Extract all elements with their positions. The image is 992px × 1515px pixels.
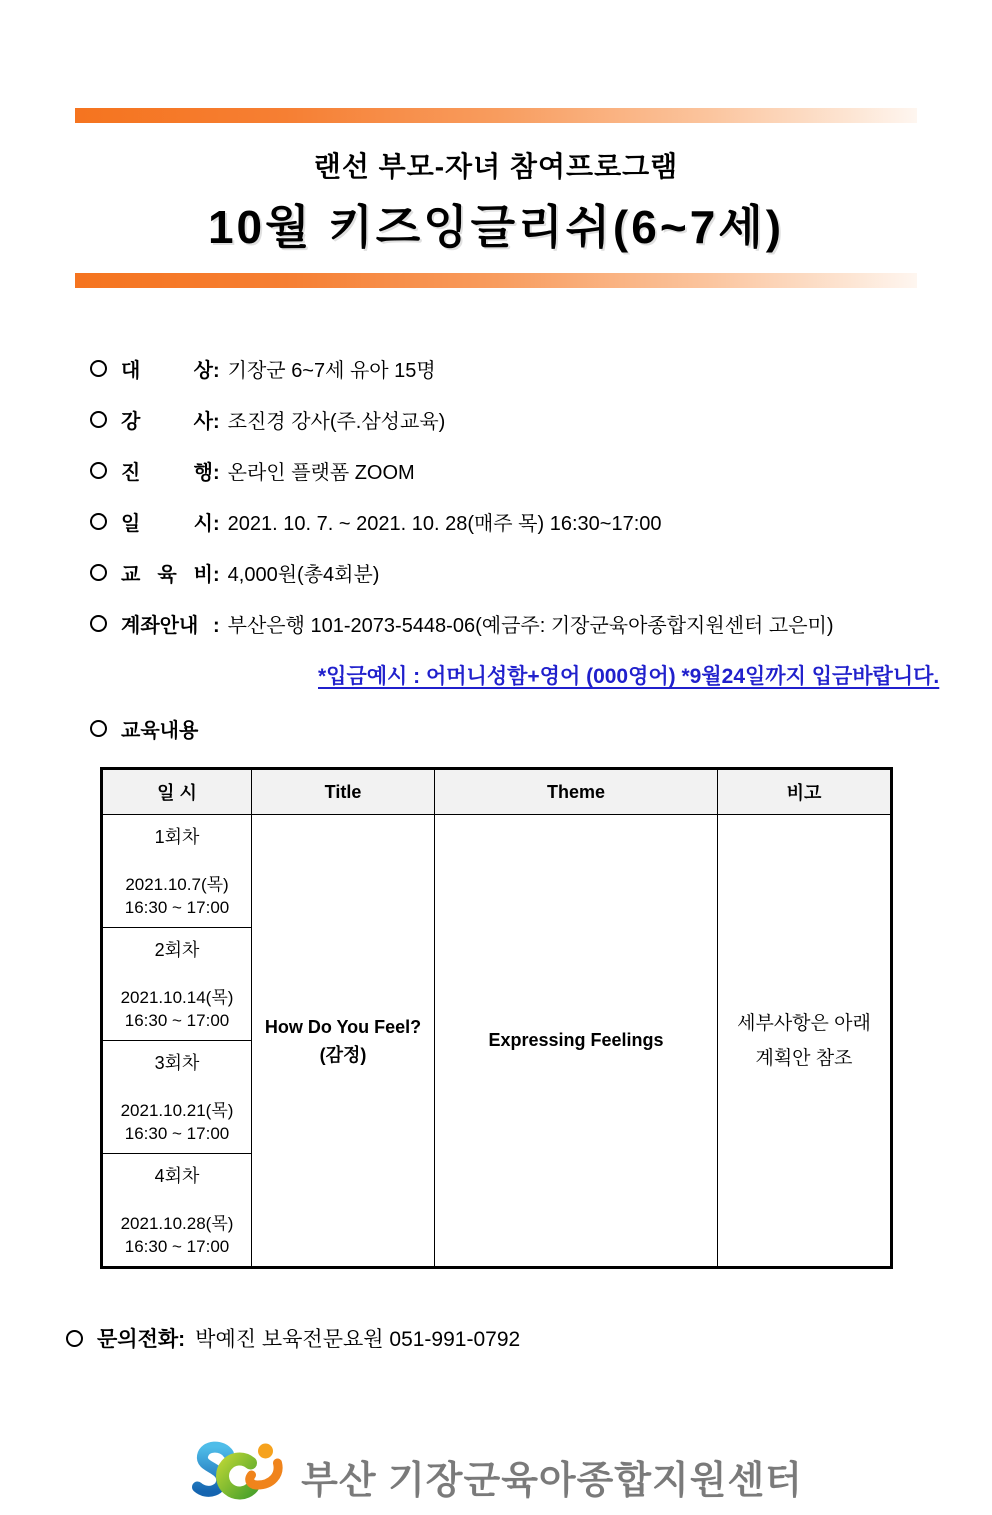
session-number: 4회차 (154, 1166, 200, 1186)
circle-bullet-icon (90, 564, 107, 581)
info-label: 일 시 (121, 513, 213, 535)
session-date: 2021.10.21(목) (120, 1101, 234, 1120)
col-header-theme: Theme (435, 769, 718, 815)
info-item-fee (90, 558, 992, 587)
note-line: 계획안 참조 (755, 1047, 853, 1069)
session-time: 16:30 ~ 17:00 (124, 1011, 230, 1030)
circle-bullet-icon (90, 720, 107, 737)
info-value: 조진경 강사(주.삼성교육) (227, 411, 446, 433)
lesson-title-ko: (감정) (319, 1044, 367, 1065)
info-item-target (90, 354, 992, 383)
info-label: 교 육 비 (121, 564, 213, 586)
session-cell-1 (102, 815, 252, 928)
contact-label: 문의전화 (97, 1328, 179, 1351)
circle-bullet-icon (90, 513, 107, 530)
info-value: 4,000원(총4회분) (227, 564, 380, 586)
contact-line (66, 1323, 992, 1353)
info-label: 진 행 (121, 462, 213, 484)
circle-bullet-icon (66, 1330, 83, 1347)
colon: : (213, 564, 220, 586)
session-cell-4 (102, 1154, 252, 1268)
colon: : (213, 615, 220, 637)
col-header-datetime: 일 시 (102, 769, 252, 815)
info-item-schedule (90, 507, 992, 536)
session-date: 2021.10.28(목) (120, 1214, 234, 1233)
gradient-bar-bottom (75, 273, 917, 288)
info-item-account (90, 609, 992, 638)
colon: : (213, 462, 220, 484)
circle-bullet-icon (90, 360, 107, 377)
program-title: 10월 키즈잉글리쉬(6~7세) (207, 201, 785, 253)
gradient-bar-top (75, 108, 917, 123)
colon: : (213, 411, 220, 433)
session-number: 1회차 (154, 827, 200, 847)
center-logo-mark-icon (189, 1437, 289, 1515)
curriculum-table (100, 767, 893, 1269)
payment-deadline-note: *입금예시 : 어머니성함+영어 (000영어) *9월24일까지 입금바랍니다. (318, 665, 940, 688)
session-number: 2회차 (154, 940, 200, 960)
info-value: 2021. 10. 7. ~ 2021. 10. 28(매주 목) 16:30~17:00 (227, 513, 662, 535)
program-subtitle: 랜선 부모-자녀 참여프로그램 (313, 151, 679, 182)
info-value: 온라인 플랫폼 ZOOM (227, 462, 415, 484)
colon: : (213, 360, 220, 382)
contact-value: 박예진 보육전문요원 051-991-0792 (195, 1328, 521, 1351)
info-label: 강 사 (121, 411, 213, 433)
table-header-row (102, 769, 892, 815)
table-row (102, 815, 892, 928)
colon: : (178, 1328, 186, 1351)
title-cell (252, 815, 435, 1268)
circle-bullet-icon (90, 411, 107, 428)
info-item-method (90, 456, 992, 485)
note-cell (718, 815, 892, 1268)
session-time: 16:30 ~ 17:00 (124, 898, 230, 917)
info-value: 부산은행 101-2073-5448-06(예금주: 기장군육아종합지원센터 고은미) (227, 615, 834, 637)
col-header-title: Title (252, 769, 435, 815)
session-time: 16:30 ~ 17:00 (124, 1124, 230, 1143)
session-date: 2021.10.14(목) (120, 988, 234, 1007)
info-value: 기장군 6~7세 유아 15명 (227, 360, 436, 382)
footer-logo (0, 1437, 992, 1515)
lesson-title-en: How Do You Feel? (264, 1016, 422, 1037)
curriculum-table-wrap (100, 767, 992, 1269)
circle-bullet-icon (90, 462, 107, 479)
info-label: 대 상 (121, 360, 213, 382)
colon: : (213, 513, 220, 535)
note-line: 세부사항은 아래 (737, 1012, 871, 1034)
info-item-instructor (90, 405, 992, 434)
session-time: 16:30 ~ 17:00 (124, 1237, 230, 1256)
center-name: 부산 기장군육아종합지원센터 (301, 1459, 803, 1502)
session-number: 3회차 (154, 1053, 200, 1073)
theme-cell: Expressing Feelings (435, 815, 718, 1268)
session-cell-3 (102, 1041, 252, 1154)
col-header-note: 비고 (718, 769, 892, 815)
circle-bullet-icon (90, 615, 107, 632)
info-label: 계좌안내 (121, 615, 199, 637)
contents-heading: 교육내용 (121, 720, 199, 742)
info-list (90, 354, 992, 743)
info-item-contents-heading (90, 714, 992, 743)
session-cell-2 (102, 928, 252, 1041)
session-date: 2021.10.7(목) (125, 875, 229, 894)
